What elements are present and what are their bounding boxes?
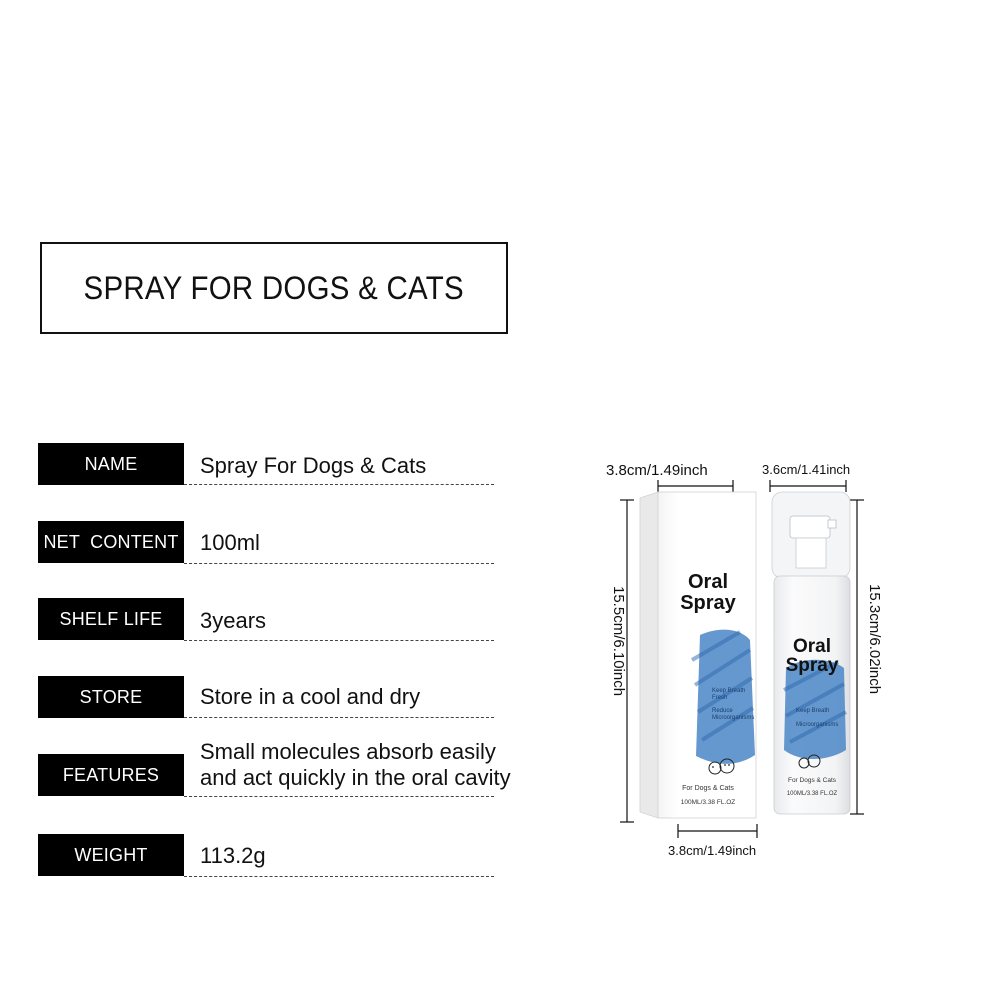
product-box — [640, 492, 756, 818]
page-title: SPRAY FOR DOGS & CATS — [83, 269, 465, 306]
bottle-top-dimension — [762, 462, 850, 492]
spec-label-name: NAME — [38, 443, 184, 485]
bottle-label-line1: Oral — [792, 636, 832, 657]
spec-row-weight — [38, 834, 494, 880]
box-small-text-4: Microorganisms — [712, 715, 755, 721]
spec-row-name — [38, 443, 494, 489]
box-height-dimension — [610, 500, 634, 822]
spec-label-store: STORE — [38, 676, 184, 718]
box-label-line2: Spray — [680, 592, 736, 614]
bottle-height-label: 15.3cm/6.02inch — [866, 584, 883, 695]
bottle-height-dimension — [850, 500, 883, 814]
spec-row-store — [38, 676, 494, 722]
box-top-dimension — [606, 462, 733, 492]
spec-row-shelf-life — [38, 598, 494, 644]
spec-label-shelf-life: SHELF LIFE — [38, 598, 184, 640]
box-small-text-3: Reduce — [712, 708, 733, 714]
spec-label-features: FEATURES — [38, 754, 184, 796]
spec-label-weight: WEIGHT — [38, 834, 184, 876]
box-small-text-2: Fresh — [712, 695, 728, 701]
spray-nozzle — [790, 516, 830, 538]
spec-row-features — [38, 738, 511, 798]
bottle-volume-text: 100ML/3.38 FL.OZ — [786, 791, 838, 797]
spec-value-features-line2: and act quickly in the oral cavity — [200, 765, 511, 790]
spec-divider — [184, 563, 494, 564]
box-small-text-1: Keep Breath — [712, 688, 746, 694]
spray-bottle — [772, 492, 850, 814]
spec-divider — [184, 640, 494, 641]
bottle-small-text-4: Microorganisms — [796, 722, 839, 728]
box-volume-text: 100ML/3.38 FL.OZ — [680, 799, 736, 806]
bottle-width-label: 3.6cm/1.41inch — [762, 462, 851, 477]
spec-divider — [184, 484, 494, 485]
bottle-for-text: For Dogs & Cats — [787, 777, 837, 784]
box-for-text: For Dogs & Cats — [682, 785, 734, 792]
box-width-label: 3.8cm/1.49inch — [606, 462, 708, 479]
box-bottom-dimension — [668, 824, 757, 858]
box-label-line1: Oral — [687, 571, 729, 593]
spec-value-store: Store in a cool and dry — [200, 684, 421, 709]
spec-value-net-content: 100ml — [200, 530, 260, 555]
product-image — [600, 450, 900, 870]
spec-value-weight: 113.2g — [200, 843, 266, 868]
product-illustration — [600, 450, 900, 870]
spec-value-shelf-life: 3years — [200, 608, 267, 633]
box-bottom-width-label: 3.8cm/1.49inch — [668, 843, 757, 858]
spec-divider — [184, 796, 494, 797]
bottle-small-text-1: Keep Breath — [796, 708, 830, 714]
title-box — [40, 242, 508, 334]
bottle-label-line2: Spray — [785, 655, 839, 676]
spec-label-net-content: NET CONTENT — [38, 521, 184, 563]
spec-value-features-line1: Small molecules absorb easily — [200, 739, 496, 764]
spec-value-name: Spray For Dogs & Cats — [200, 453, 427, 478]
spec-divider — [184, 876, 494, 877]
box-height-label: 15.5cm/6.10inch — [610, 586, 627, 697]
spec-divider — [184, 717, 494, 718]
spec-row-net-content — [38, 521, 494, 567]
